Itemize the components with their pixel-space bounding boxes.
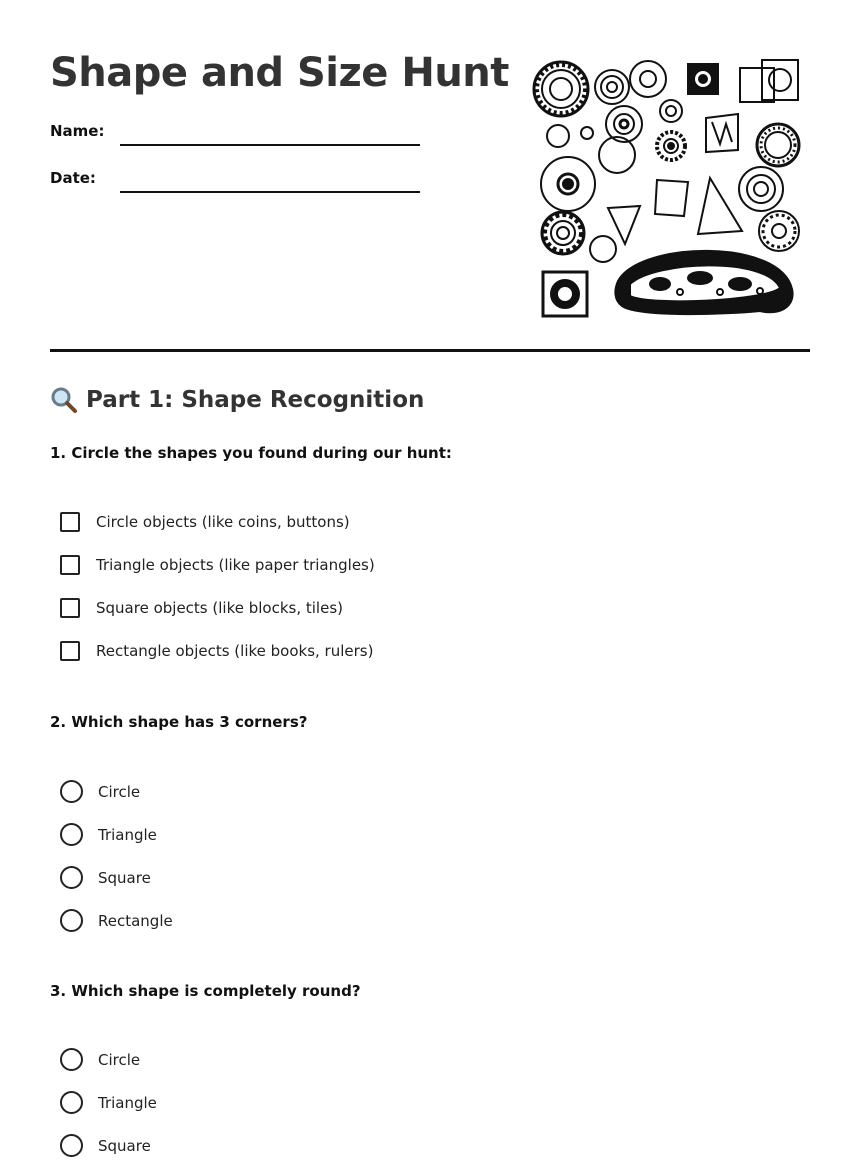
q2-option[interactable] [60, 823, 157, 846]
checkbox[interactable] [60, 598, 80, 618]
question-2: 2. Which shape has 3 corners? [50, 713, 308, 731]
q2-option[interactable] [60, 866, 151, 889]
question-1: 1. Circle the shapes you found during our hunt: [50, 444, 452, 462]
option-label: Triangle objects (like paper triangles) [96, 556, 375, 574]
q1-option[interactable] [60, 598, 343, 618]
q3-option[interactable] [60, 1048, 140, 1071]
q1-option[interactable] [60, 641, 373, 661]
option-label: Circle objects (like coins, buttons) [96, 513, 350, 531]
date-field [50, 169, 96, 187]
option-label: Triangle [98, 825, 157, 844]
radio-button[interactable] [60, 909, 83, 932]
checkbox[interactable] [60, 641, 80, 661]
q2-option[interactable] [60, 780, 140, 803]
option-label: Rectangle [98, 911, 173, 930]
checkbox[interactable] [60, 555, 80, 575]
magnifying-glass-icon [50, 386, 78, 414]
header-divider [50, 349, 810, 352]
q1-option[interactable] [60, 512, 350, 532]
part1-heading [50, 386, 424, 414]
radio-button[interactable] [60, 1134, 83, 1157]
name-field [50, 122, 104, 140]
question-3: 3. Which shape is completely round? [50, 982, 361, 1000]
radio-button[interactable] [60, 780, 83, 803]
q3-option[interactable] [60, 1091, 157, 1114]
radio-button[interactable] [60, 866, 83, 889]
checkbox[interactable] [60, 512, 80, 532]
name-label: Name: [50, 122, 105, 140]
radio-button[interactable] [60, 1048, 83, 1071]
part1-title: Part 1: Shape Recognition [86, 387, 425, 413]
option-label: Triangle [98, 1093, 157, 1112]
q1-option[interactable] [60, 555, 375, 575]
option-label: Rectangle objects (like books, rulers) [96, 642, 374, 660]
q2-option[interactable] [60, 909, 173, 932]
option-label: Circle [98, 1050, 141, 1069]
name-write-line[interactable] [120, 144, 420, 146]
worksheet-title: Shape and Size Hunt [50, 50, 509, 96]
date-label: Date: [50, 169, 96, 187]
radio-button[interactable] [60, 1091, 83, 1114]
option-label: Square [98, 868, 151, 887]
option-label: Square [98, 1136, 151, 1155]
option-label: Square objects (like blocks, tiles) [96, 599, 343, 617]
q3-option[interactable] [60, 1134, 151, 1157]
option-label: Circle [98, 782, 141, 801]
date-write-line[interactable] [120, 191, 420, 193]
radio-button[interactable] [60, 823, 83, 846]
shapes-illustration [530, 56, 805, 321]
